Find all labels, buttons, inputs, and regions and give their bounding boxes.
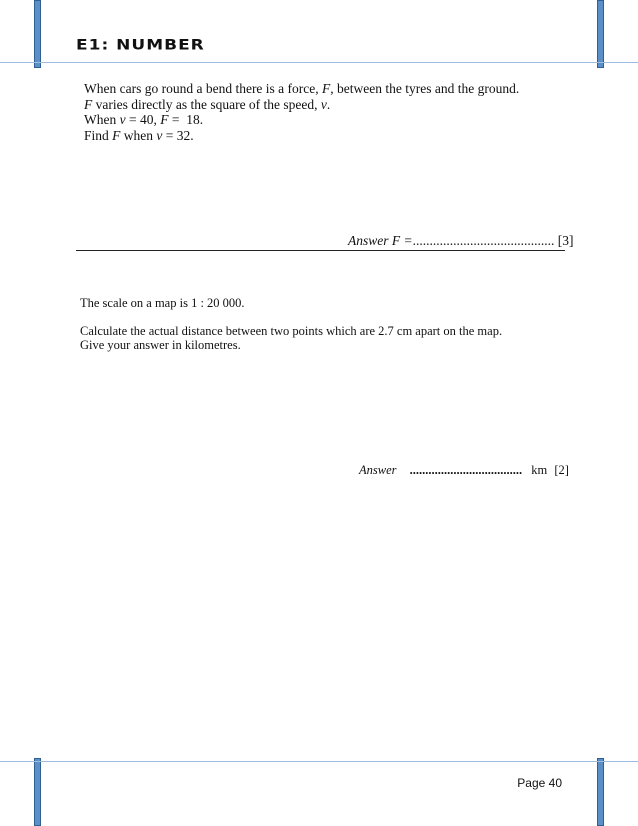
question-divider (76, 250, 565, 251)
question-2-line-2: Calculate the actual distance between two points which are 2.7 cm apart on the map. (80, 324, 503, 338)
marks: [3] (557, 233, 574, 248)
question-1-answer-line (348, 233, 573, 249)
answer-label: Answer (359, 463, 397, 477)
question-2-answer-line (359, 463, 569, 478)
marks: [2] (554, 463, 569, 477)
question-2-line-1: The scale on a map is 1 : 20 000. (80, 296, 245, 310)
right-bottom-bar (597, 758, 604, 826)
page-title: E1: NUMBER (76, 36, 205, 54)
question-1-line-4: Find F when v = 32. (84, 127, 194, 143)
unit: km (531, 463, 548, 477)
left-bottom-bar (34, 758, 41, 826)
question-2-line-3: Give your answer in kilometres. (80, 338, 241, 352)
answer-dots[interactable]: .......................................... (412, 233, 555, 248)
footer-rule (0, 761, 638, 762)
left-top-bar (34, 0, 41, 68)
answer-dots[interactable]: .................................... (409, 463, 523, 477)
question-2-text (80, 296, 502, 352)
right-top-bar (597, 0, 604, 68)
page-number: Page 40 (517, 776, 562, 790)
question-1-line-1: When cars go round a bend there is a force, F, between the tyres and the ground. (84, 81, 520, 96)
question-1-line-3: When v = 40, F = 18. (84, 112, 204, 127)
answer-label: Answer F = (348, 233, 413, 248)
question-1-line-2: F varies directly as the square of the speed, v. (84, 96, 331, 112)
header-rule (0, 62, 638, 63)
question-1-text (84, 81, 519, 143)
